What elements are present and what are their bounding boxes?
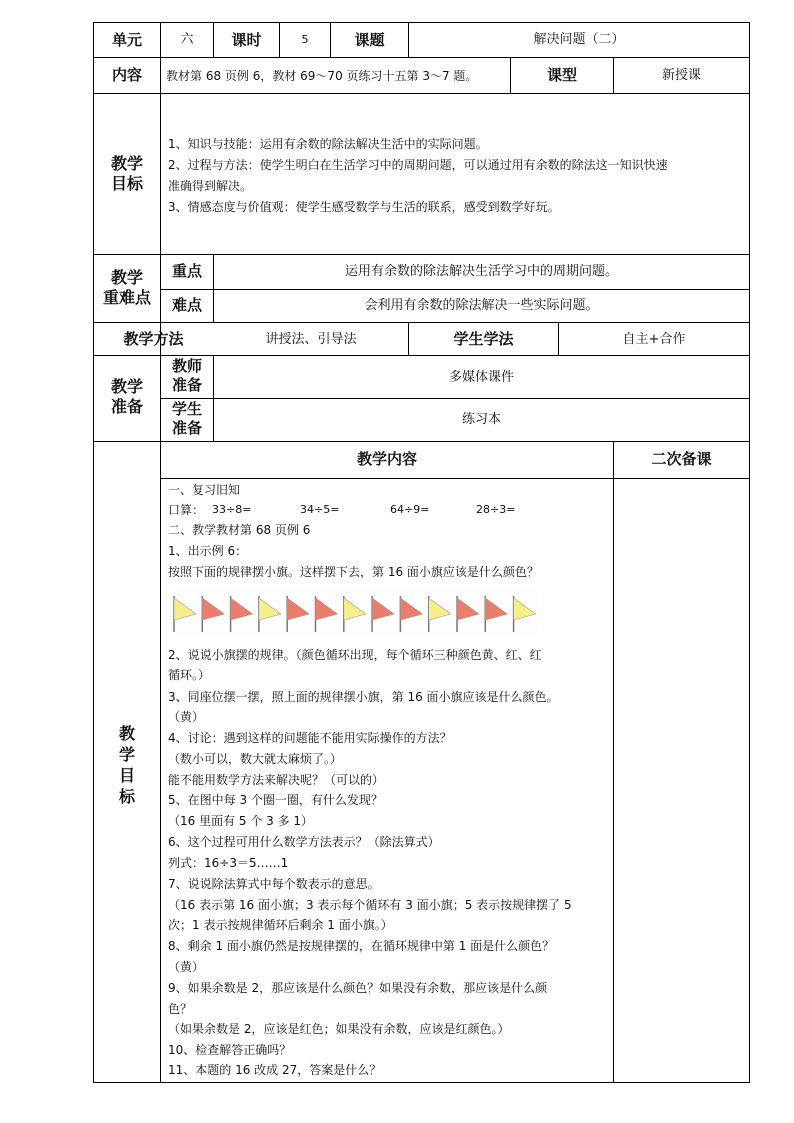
process-line: 6、这个过程可用什么数学方法表示？（除法算式）: [168, 835, 440, 849]
process-line: 2、说说小旗摆的规律。（颜色循环出现，每个循环三种颜色黄、红、红: [168, 648, 542, 662]
oral-calc-item: 33÷8=: [212, 503, 252, 516]
teach-method-label: 教学方法: [123, 330, 184, 348]
focus-label: 重点: [171, 262, 202, 280]
process-line: 按照下面的规律摆小旗。这样摆下去，第 16 面小旗应该是什么颜色？: [168, 565, 539, 579]
flag-yellow: [174, 596, 196, 632]
oral-calc-item: 34÷5=: [300, 503, 340, 516]
process-line: （16 里面有 5 个 3 多 1）: [168, 814, 314, 828]
flag-yellow: [344, 596, 366, 632]
oral-calc-item: 28÷3=: [476, 503, 516, 516]
flag-red: [231, 596, 253, 632]
topic-label: 课题: [354, 31, 385, 49]
oral-calc-item: 64÷9=: [390, 503, 430, 516]
focus-value: 运用有余数的除法解决生活学习中的周期问题。: [344, 264, 618, 279]
flag-red: [457, 596, 479, 632]
student-prep-value: 练习本: [461, 412, 501, 427]
goal-line: 准确得到解决。: [168, 179, 253, 193]
teacher-prep-label: 教师 准备: [171, 357, 202, 394]
flag-red: [316, 596, 338, 632]
learn-method-label: 学生学法: [453, 330, 514, 348]
topic-value: 解决问题（二）: [533, 32, 625, 47]
goal-line: 3、情感态度与价值观：使学生感受数学与生活的联系，感受到数学好玩。: [168, 200, 560, 214]
flag-red: [202, 596, 224, 632]
learn-method-value: 自主+合作: [622, 332, 686, 347]
process-label: 教 学 目 标: [118, 724, 135, 806]
difficulty-value: 会利用有余数的除法解决一些实际问题。: [364, 298, 599, 313]
lesson-type-label: 课型: [546, 66, 577, 84]
process-line: 能不能用数学方法来解决呢？（可以的）: [168, 773, 385, 787]
process-line: 9、如果余数是 2，那应该是什么颜色？如果没有余数，那应该是什么颜: [168, 981, 548, 995]
flag-red: [287, 596, 309, 632]
process-line: （黄）: [168, 960, 205, 974]
goal-line: 2、过程与方法：使学生明白在生活学习中的周期问题，可以通过用有余数的除法这一知识快速: [168, 158, 668, 172]
lesson-type-value: 新授课: [661, 68, 701, 83]
key-points-label: 教学 重难点: [102, 268, 151, 307]
prep-label: 教学 准备: [110, 377, 143, 416]
goal-line: 1、知识与技能：运用有余数的除法解决生活中的实际问题。: [168, 137, 488, 151]
process-line: （黄）: [168, 710, 205, 724]
notes-header: 二次备课: [651, 450, 712, 468]
process-line: 一、复习旧知: [168, 483, 241, 497]
flag-yellow: [259, 596, 281, 632]
process-line: 次；1 表示按规律循环后剩余 1 面小旗。）: [168, 918, 393, 932]
flag-sequence-illustration: [170, 590, 538, 634]
process-line: 色？: [168, 1002, 193, 1016]
period-value: 5: [301, 33, 309, 46]
process-line: 二、教学教材第 68 页例 6: [168, 523, 311, 537]
process-line: （数小可以，数大就太麻烦了。）: [168, 752, 343, 766]
flag-yellow: [514, 596, 536, 632]
process-line: 1、出示例 6：: [168, 544, 248, 558]
teach-method-value: 讲授法、引导法: [265, 332, 357, 347]
flag-red: [372, 596, 394, 632]
content-header: 教学内容: [356, 450, 417, 468]
difficulty-label: 难点: [171, 296, 202, 314]
flag-red: [400, 596, 422, 632]
teacher-prep-value: 多媒体课件: [448, 370, 514, 385]
unit-label: 单元: [111, 31, 142, 49]
process-line: 3、同座位摆一摆，照上面的规律摆小旗，第 16 面小旗应该是什么颜色。: [168, 690, 559, 704]
flag-red: [485, 596, 507, 632]
content-value: 教材第 68 页例 6，教材 69～70 页练习十五第 3～7 题。: [166, 69, 478, 83]
process-line: （如果余数是 2，应该是红色；如果没有余数，应该是红颜色。）: [168, 1022, 510, 1036]
process-line: 7、说说除法算式中每个数表示的意思。: [168, 877, 380, 891]
process-line: 循环。）: [168, 668, 211, 682]
process-line: 列式：16÷3＝5……1: [168, 856, 289, 870]
process-line: 10、检查解答正确吗？: [168, 1043, 292, 1057]
process-line: 5、在图中每 3 个圈一圈，有什么发现？: [168, 793, 383, 807]
student-prep-label: 学生 准备: [171, 400, 202, 437]
process-line: 8、剩余 1 面小旗仍然是按规律摆的，在循环规律中第 1 面是什么颜色？: [168, 939, 555, 953]
goals-label: 教学 目标: [110, 154, 143, 193]
period-label: 课时: [231, 31, 262, 49]
content-label: 内容: [111, 66, 142, 84]
flag-row: [170, 590, 538, 634]
process-line: 4、讨论：遇到这样的问题能不能用实际操作的方法？: [168, 731, 452, 745]
unit-value: 六: [180, 32, 194, 47]
process-line: （16 表示第 16 面小旗；3 表示每个循环有 3 面小旗；5 表示按规律摆了 5: [168, 898, 572, 912]
oral-calc-prefix: 口算：: [168, 503, 205, 517]
flag-yellow: [429, 596, 451, 632]
process-line: 11、本题的 16 改成 27，答案是什么？: [168, 1063, 382, 1077]
